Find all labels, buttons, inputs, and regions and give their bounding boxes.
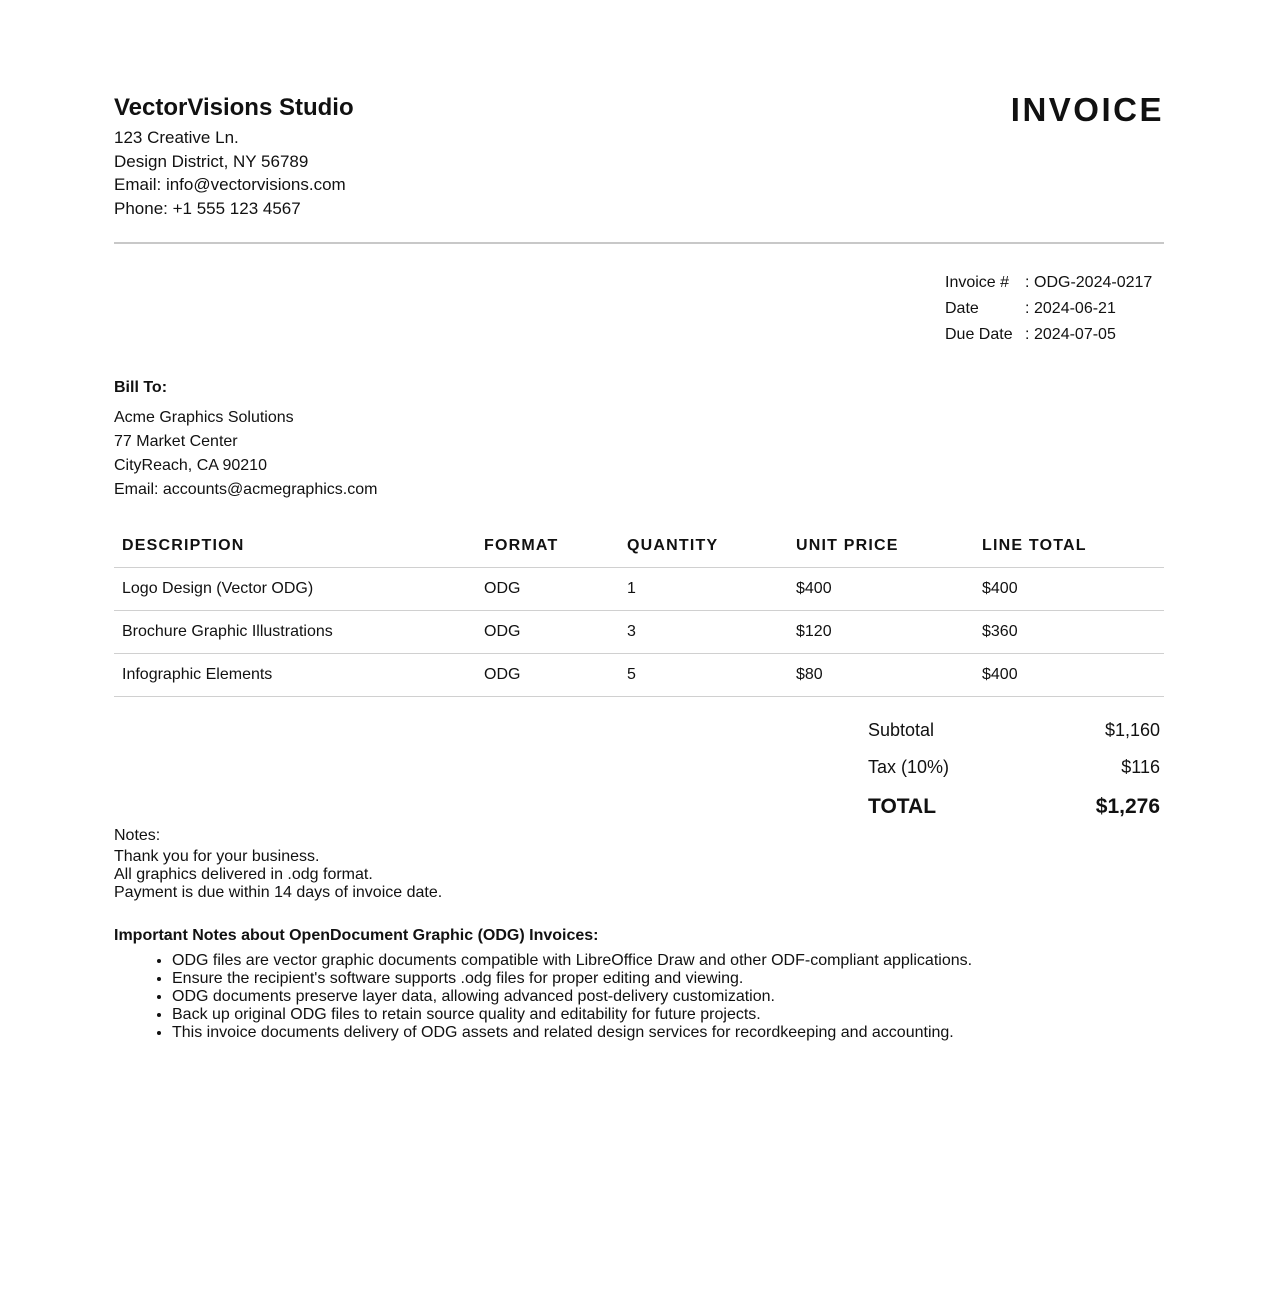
list-item: • Back up original ODG files to retain source quality and editability for future projects. <box>172 1006 972 1024</box>
table-row <box>114 654 1164 697</box>
column-header-description: DESCRIPTION <box>114 524 476 568</box>
meta-row-due-date <box>945 322 1152 348</box>
meta-label: Invoice # <box>945 274 1010 291</box>
cell-description: Infographic Elements <box>114 654 476 697</box>
line-items-table <box>114 524 1164 697</box>
important-notes-list <box>114 952 972 1042</box>
total-value: $1,276 <box>1095 795 1160 818</box>
bill-to-name: Acme Graphics Solutions <box>114 409 294 426</box>
subtotal-row <box>868 712 1160 749</box>
table-header-row <box>114 524 1164 568</box>
cell-format: ODG <box>476 654 619 697</box>
list-item: • ODG files are vector graphic documents compatible with LibreOffice Draw and other ODF-compliant applications. <box>172 952 972 970</box>
list-item: • ODG documents preserve layer data, allowing advanced post-delivery customization. <box>172 988 972 1006</box>
cell-unit-price: $80 <box>788 654 974 697</box>
notes-block <box>114 826 442 902</box>
list-item: • Ensure the recipient's software supports .odg files for proper editing and viewing. <box>172 970 972 988</box>
cell-quantity: 5 <box>619 654 788 697</box>
notes-line: Payment is due within 14 days of invoice date. <box>114 884 443 901</box>
cell-description: Brochure Graphic Illustrations <box>114 611 476 654</box>
tax-row <box>868 749 1160 786</box>
cell-quantity: 3 <box>619 611 788 654</box>
meta-row-invoice-number <box>945 270 1152 296</box>
cell-unit-price: $120 <box>788 611 974 654</box>
cell-line-total: $360 <box>974 611 1164 654</box>
cell-quantity: 1 <box>619 568 788 611</box>
tax-label: Tax (10%) <box>868 757 950 777</box>
totals-block <box>868 712 1160 828</box>
meta-label: Due Date <box>945 326 1013 343</box>
bill-to-email: Email: accounts@acmegraphics.com <box>114 481 378 498</box>
meta-value: 2024-07-05 <box>1034 326 1116 343</box>
document-title: INVOICE <box>1010 91 1164 128</box>
table-row <box>114 611 1164 654</box>
company-block <box>114 94 354 220</box>
meta-label: Date <box>945 300 979 317</box>
table-row <box>114 568 1164 611</box>
company-phone: Phone: +1 555 123 4567 <box>114 198 301 218</box>
total-row <box>868 786 1160 828</box>
important-notes-block <box>114 926 972 1042</box>
cell-unit-price: $400 <box>788 568 974 611</box>
column-header-format: FORMAT <box>476 524 619 568</box>
invoice-meta <box>945 270 1152 348</box>
total-label: TOTAL <box>868 795 937 818</box>
meta-value: 2024-06-21 <box>1034 300 1116 317</box>
important-notes-heading: Important Notes about OpenDocument Graphic (ODG) Invoices: <box>114 927 599 944</box>
bill-to-block <box>114 378 377 502</box>
cell-line-total: $400 <box>974 568 1164 611</box>
notes-line: Thank you for your business. <box>114 848 320 865</box>
meta-row-date <box>945 296 1152 322</box>
cell-description: Logo Design (Vector ODG) <box>114 568 476 611</box>
company-name: VectorVisions Studio <box>114 94 354 121</box>
cell-line-total: $400 <box>974 654 1164 697</box>
subtotal-label: Subtotal <box>868 720 935 740</box>
notes-heading: Notes: <box>114 827 161 844</box>
cell-format: ODG <box>476 568 619 611</box>
column-header-line-total: LINE TOTAL <box>974 524 1164 568</box>
bill-to-heading: Bill To: <box>114 379 168 396</box>
notes-line: All graphics delivered in .odg format. <box>114 866 373 883</box>
column-header-quantity: QUANTITY <box>619 524 788 568</box>
meta-separator: : <box>1025 326 1030 343</box>
meta-separator: : <box>1025 274 1030 291</box>
header-divider <box>114 242 1164 244</box>
list-item: • This invoice documents delivery of ODG assets and related design services for recordkeeping and accounting. <box>172 1024 972 1042</box>
cell-format: ODG <box>476 611 619 654</box>
company-address-line-2: Design District, NY 56789 <box>114 151 309 171</box>
column-header-unit-price: UNIT PRICE <box>788 524 974 568</box>
subtotal-value: $1,160 <box>1104 720 1160 740</box>
tax-value: $116 <box>1121 757 1160 777</box>
company-email: Email: info@vectorvisions.com <box>114 175 346 194</box>
bill-to-address-line-1: 77 Market Center <box>114 433 238 450</box>
meta-value: ODG-2024-0217 <box>1034 274 1153 291</box>
bill-to-address-line-2: CityReach, CA 90210 <box>114 457 267 474</box>
company-address-line-1: 123 Creative Ln. <box>114 128 239 147</box>
meta-separator: : <box>1025 300 1030 317</box>
